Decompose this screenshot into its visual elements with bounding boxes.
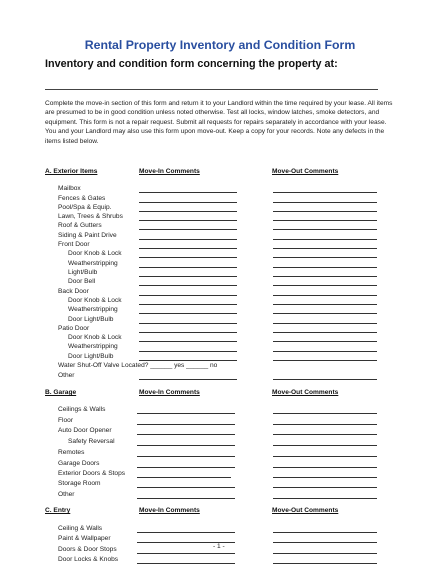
move-in-column-header: Move-In Comments	[139, 389, 200, 396]
move-in-line[interactable]	[137, 498, 235, 499]
item-label: Door Locks & Knobs	[58, 556, 119, 563]
instructions-paragraph: Complete the move-in section of this form and return it to your Landlord within the time required by your lease. All items are presumed to be in good condition unless noted otherwise. Test all locks, window latches, smoke detectors, and equipment. This form is not a repair request. Submit all requests for repairs separately in accordance with your lease. You and your Landlord may also use this form upon move-out. Keep a copy for your records. Note any defects in the items listed below.	[45, 100, 393, 145]
move-in-line[interactable]	[139, 220, 237, 221]
move-out-column-header: Move-Out Comments	[272, 389, 339, 396]
move-in-line[interactable]	[139, 285, 237, 286]
move-out-line[interactable]	[273, 323, 377, 324]
move-out-line[interactable]	[273, 487, 377, 488]
item-label: Ceiling & Walls	[58, 525, 103, 532]
item-label: Back Door	[58, 288, 89, 295]
move-out-line[interactable]	[273, 477, 377, 478]
move-in-column-header: Move-In Comments	[139, 168, 200, 175]
move-out-line[interactable]	[273, 456, 377, 457]
move-out-column-header: Move-Out Comments	[272, 168, 339, 175]
item-label: Garage Doors	[58, 460, 100, 467]
item-label: Weatherstripping	[68, 260, 118, 267]
item-label: Door Knob & Lock	[68, 334, 122, 341]
move-in-line[interactable]	[137, 553, 235, 554]
move-out-line[interactable]	[273, 424, 377, 425]
item-label: Doors & Door Stops	[58, 546, 117, 553]
page-number: - 1 -	[213, 543, 225, 550]
move-out-line[interactable]	[273, 413, 377, 414]
move-in-line[interactable]	[139, 267, 237, 268]
move-in-line[interactable]	[139, 341, 237, 342]
move-out-line[interactable]	[273, 257, 377, 258]
move-out-column-header: Move-Out Comments	[272, 507, 339, 514]
move-in-line[interactable]	[137, 456, 235, 457]
move-out-line[interactable]	[273, 267, 377, 268]
property-address-line[interactable]	[45, 89, 378, 90]
section-heading-garage: B. Garage	[45, 389, 77, 396]
water-valve-question: Water Shut-Off Valve Located? ______ yes ______ no	[58, 362, 218, 369]
move-out-line[interactable]	[273, 295, 377, 296]
item-label: Front Door	[58, 241, 90, 248]
move-in-line[interactable]	[139, 351, 237, 352]
item-label: Siding & Paint Drive	[58, 232, 117, 239]
move-out-line[interactable]	[273, 553, 377, 554]
move-out-line[interactable]	[273, 467, 377, 468]
item-label: Roof & Gutters	[58, 222, 102, 229]
item-label: Safety Reversal	[68, 438, 115, 445]
move-in-line[interactable]	[139, 276, 237, 277]
move-out-line[interactable]	[273, 220, 377, 221]
move-in-line[interactable]	[139, 202, 237, 203]
move-out-line[interactable]	[273, 332, 377, 333]
move-in-line[interactable]	[139, 211, 237, 212]
form-title: Rental Property Inventory and Condition Form	[84, 38, 356, 52]
move-out-line[interactable]	[273, 285, 377, 286]
move-in-line[interactable]	[137, 434, 235, 435]
item-label: Fences & Gates	[58, 195, 106, 202]
move-in-line[interactable]	[139, 239, 237, 240]
move-out-line[interactable]	[273, 313, 377, 314]
item-label: Storage Room	[58, 480, 101, 487]
move-out-line[interactable]	[273, 202, 377, 203]
move-in-line[interactable]	[137, 413, 235, 414]
move-out-line[interactable]	[273, 351, 377, 352]
item-label: Weatherstripping	[68, 343, 118, 350]
move-out-line[interactable]	[273, 563, 377, 564]
move-in-line[interactable]	[139, 304, 237, 305]
form-subtitle: Inventory and condition form concerning the property at:	[45, 58, 338, 70]
move-in-line[interactable]	[137, 532, 235, 533]
item-label: Exterior Doors & Stops	[58, 470, 126, 477]
move-out-line[interactable]	[273, 498, 377, 499]
item-label: Weatherstripping	[68, 306, 118, 313]
section-heading-exterior: A. Exterior Items	[45, 168, 98, 175]
move-in-line[interactable]	[139, 248, 237, 249]
move-out-line[interactable]	[273, 304, 377, 305]
item-label: Pool/Spa & Equip.	[58, 204, 112, 211]
move-in-line[interactable]	[139, 257, 237, 258]
item-label: Paint & Wallpaper	[58, 535, 111, 542]
move-out-line[interactable]	[273, 445, 377, 446]
move-out-line[interactable]	[273, 192, 377, 193]
section-heading-entry: C. Entry	[45, 507, 71, 514]
move-out-line[interactable]	[273, 532, 377, 533]
move-in-line[interactable]	[139, 229, 237, 230]
item-label: Door Knob & Lock	[68, 297, 122, 304]
move-out-line[interactable]	[273, 248, 377, 249]
move-in-line[interactable]	[137, 563, 235, 564]
move-in-line[interactable]	[137, 467, 235, 468]
item-label: Light/Bulb	[68, 269, 98, 276]
move-out-line[interactable]	[273, 229, 377, 230]
move-in-line[interactable]	[139, 332, 237, 333]
move-in-line[interactable]	[139, 313, 237, 314]
move-out-line[interactable]	[273, 542, 377, 543]
move-out-line[interactable]	[273, 341, 377, 342]
move-out-line[interactable]	[273, 360, 377, 361]
item-label: Auto Door Opener	[58, 427, 112, 434]
move-out-line[interactable]	[273, 379, 377, 380]
move-in-line[interactable]	[139, 295, 237, 296]
move-out-line[interactable]	[273, 434, 377, 435]
item-label: Other	[58, 491, 75, 498]
item-label: Floor	[58, 417, 74, 424]
item-label: Door Knob & Lock	[68, 250, 122, 257]
move-in-line[interactable]	[137, 487, 235, 488]
item-label: Mailbox	[58, 185, 81, 192]
move-in-line[interactable]	[137, 445, 235, 446]
item-label: Lawn, Trees & Shrubs	[58, 213, 123, 220]
move-out-line[interactable]	[273, 239, 377, 240]
move-out-line[interactable]	[273, 211, 377, 212]
item-label: Door Bell	[68, 278, 96, 285]
item-label: Ceilings & Walls	[58, 406, 106, 413]
move-in-line[interactable]	[139, 360, 237, 361]
item-label: Door Light/Bulb	[68, 353, 114, 360]
move-in-line[interactable]	[137, 424, 235, 425]
move-out-line[interactable]	[273, 276, 377, 277]
move-in-line[interactable]	[139, 192, 237, 193]
item-label: Door Light/Bulb	[68, 316, 114, 323]
item-label: Remotes	[58, 449, 85, 456]
move-in-line[interactable]	[139, 379, 237, 380]
move-in-line[interactable]	[139, 323, 237, 324]
item-label: Other	[58, 372, 75, 379]
move-in-column-header: Move-In Comments	[139, 507, 200, 514]
item-label: Patio Door	[58, 325, 90, 332]
move-in-line[interactable]	[137, 477, 231, 478]
